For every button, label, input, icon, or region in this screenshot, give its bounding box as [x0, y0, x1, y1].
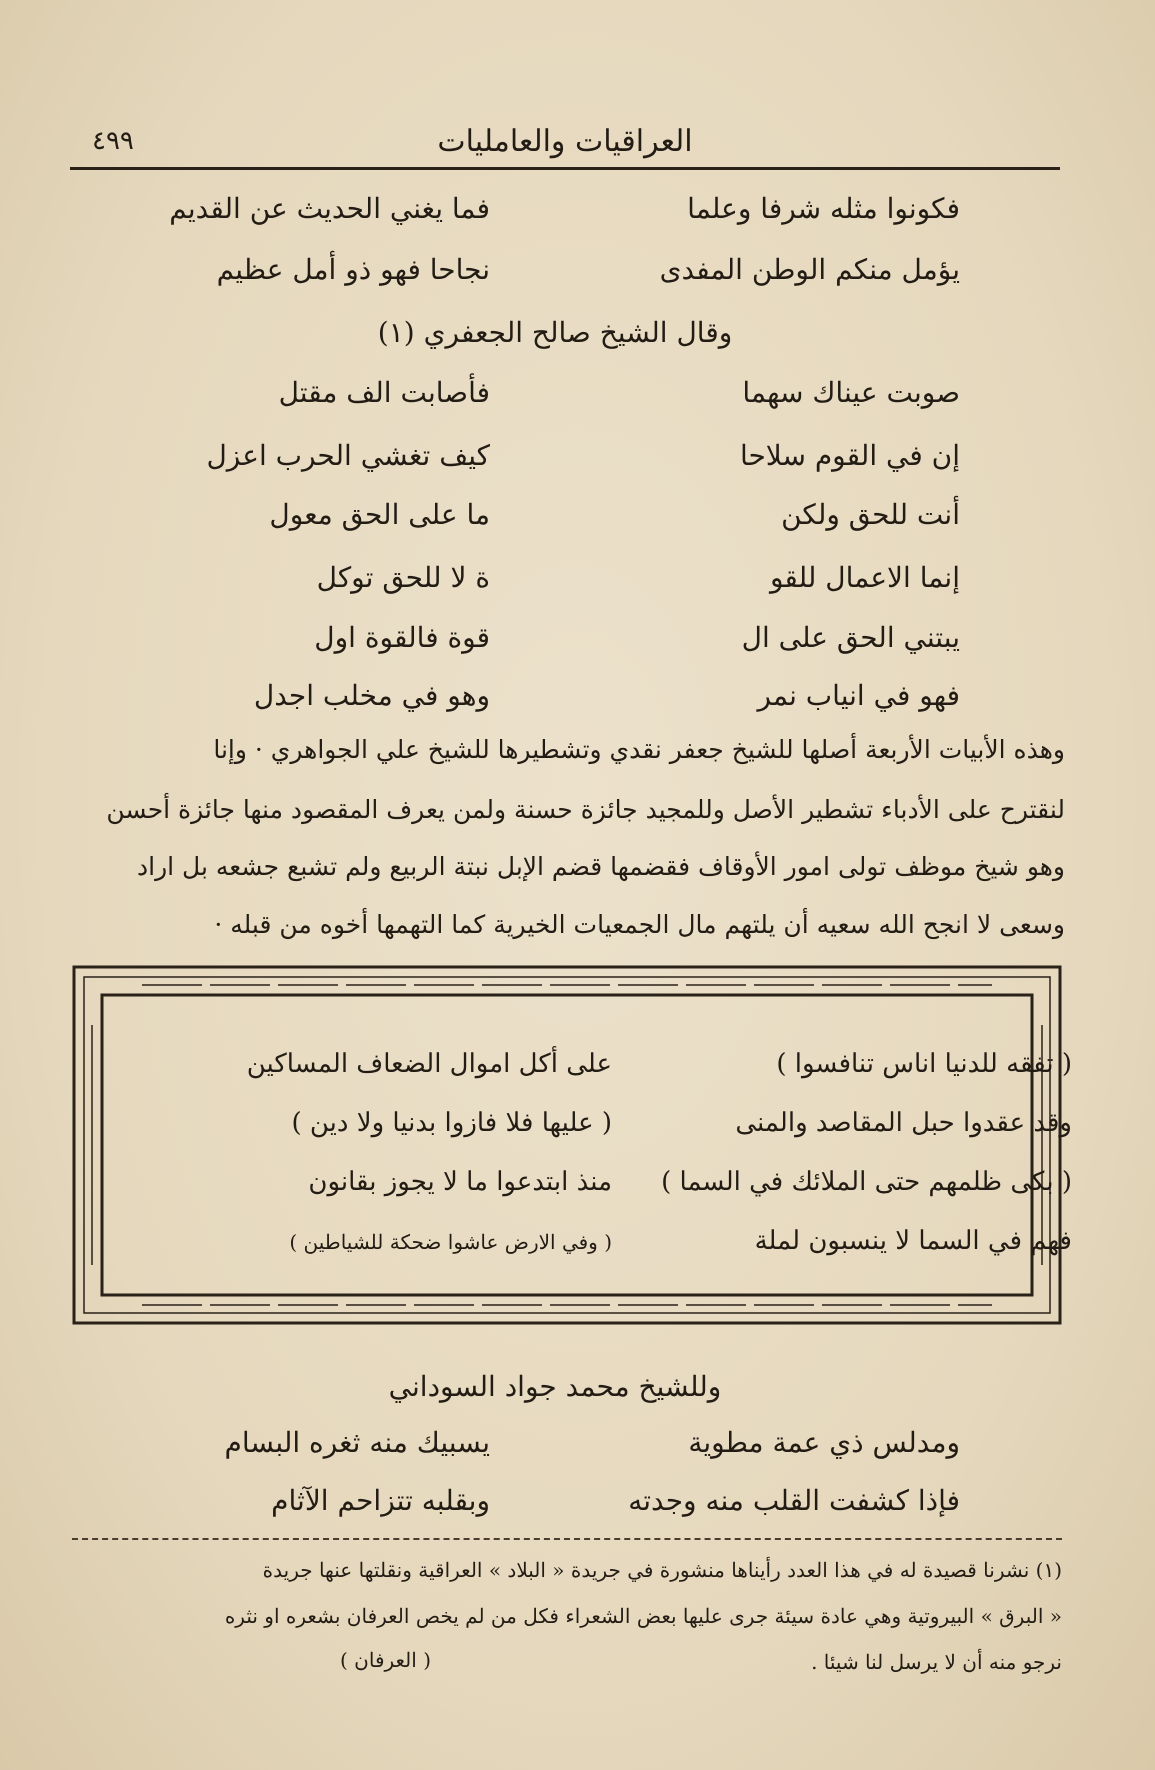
verse-line: [150, 1420, 960, 1474]
footnote-signature: ( العرفان ): [340, 1648, 431, 1672]
verse-line: [150, 673, 960, 727]
first-hemistich: أنت للحق ولكن: [781, 498, 960, 531]
verse-line: [150, 615, 960, 669]
footnote-line: « البرق » البيروتية وهي عادة سيئة جرى عليها بعض الشعراء فكل من لم يخص العرفان بشعره او نثره: [224, 1604, 1062, 1628]
second-hemistich: فأصابت الف مقتل: [278, 376, 490, 409]
ornamental-border-box: [72, 965, 1072, 1325]
verse-line: [150, 433, 960, 487]
second-hemistich: ة لا للحق توكل: [316, 561, 490, 594]
first-hemistich: وقد عقدوا حبل المقاصد والمنى: [735, 1108, 1072, 1138]
first-hemistich: فكونوا مثله شرفا وعلما: [687, 192, 960, 225]
first-hemistich: ومدلس ذي عمة مطوية: [688, 1426, 960, 1459]
second-hemistich: ( عليها فلا فازوا بدنيا ولا دين ): [291, 1108, 612, 1138]
second-hemistich: وبقلبه تتزاحم الآثام: [271, 1484, 490, 1517]
second-hemistich: ( وفي الارض عاشوا ضحكة للشياطين ): [289, 1230, 612, 1254]
first-hemistich: فإذا كشفت القلب منه وجدته: [628, 1484, 960, 1517]
verse-line: [150, 247, 960, 301]
footnote-separator: [72, 1538, 1062, 1540]
prose-line: لنقترح على الأدباء تشطير الأصل وللمجيد جائزة حسنة ولمن يعرف المقصود منها جائزة أحسن: [106, 795, 1065, 824]
footnote-line: (١) نشرنا قصيدة له في هذا العدد رأيناها منشورة في جريدة « البلاد » العراقية ونقلتها عنها جريدة: [262, 1558, 1062, 1582]
verse-line: [212, 1043, 1072, 1093]
prose-line: وهو شيخ موظف تولى امور الأوقاف فقضمها قضم الإبل نبتة الربيع ولم تشبع جشعه بل اراد: [137, 852, 1065, 881]
second-hemistich: منذ ابتدعوا ما لا يجوز بقانون: [308, 1167, 612, 1197]
verse-line: [150, 186, 960, 240]
verse-line: [212, 1161, 1072, 1211]
first-hemistich: يؤمل منكم الوطن المفدى: [659, 253, 960, 286]
page-header: [70, 118, 1060, 170]
page-number: ٤٩٩: [92, 126, 134, 156]
second-hemistich: يسبيك منه ثغره البسام: [224, 1426, 490, 1459]
second-hemistich: على أكل اموال الضعاف المساكين: [246, 1049, 612, 1079]
second-hemistich: قوة فالقوة اول: [314, 621, 490, 654]
verse-line: [212, 1220, 1072, 1270]
second-hemistich: وهو في مخلب اجدل: [253, 679, 490, 712]
verse-line: [150, 555, 960, 609]
first-hemistich: ( بكى ظلمهم حتى الملائك في السما ): [661, 1167, 1072, 1197]
section-heading: وللشيخ محمد جواد السوداني: [388, 1370, 722, 1403]
verse-line: [150, 370, 960, 424]
first-hemistich: يبتني الحق على ال: [741, 621, 960, 654]
second-hemistich: فما يغني الحديث عن القديم: [169, 192, 490, 225]
first-hemistich: صوبت عيناك سهما: [742, 376, 960, 409]
first-hemistich: إنما الاعمال للقو: [769, 561, 960, 594]
footnote-line: نرجو منه أن لا يرسل لنا شيئا .: [811, 1650, 1062, 1674]
verse-line: [150, 1478, 960, 1532]
verse-line: [150, 492, 960, 546]
prose-line: وسعى لا انجح الله سعيه أن يلتهم مال الجمعيات الخيرية كما التهمها أخوه من قبله ·: [214, 910, 1065, 939]
verse-line: [212, 1102, 1072, 1152]
first-hemistich: ( تفقه للدنيا اناس تنافسوا ): [776, 1049, 1072, 1079]
second-hemistich: كيف تغشي الحرب اعزل: [206, 439, 490, 472]
running-title: العراقيات والعامليات: [437, 124, 693, 159]
header-rule: [70, 167, 1060, 170]
second-hemistich: نجاحا فهو ذو أمل عظيم: [216, 253, 490, 286]
first-hemistich: فهو في انياب نمر: [757, 679, 960, 712]
section-heading: وقال الشيخ صالح الجعفري (١): [377, 316, 733, 349]
first-hemistich: إن في القوم سلاحا: [739, 439, 960, 472]
second-hemistich: ما على الحق معول: [269, 498, 490, 531]
first-hemistich: فهم في السما لا ينسبون لملة: [754, 1226, 1072, 1256]
prose-line: وهذه الأبيات الأربعة أصلها للشيخ جعفر نقدي وتشطيرها للشيخ علي الجواهري · وإنا: [213, 735, 1065, 764]
